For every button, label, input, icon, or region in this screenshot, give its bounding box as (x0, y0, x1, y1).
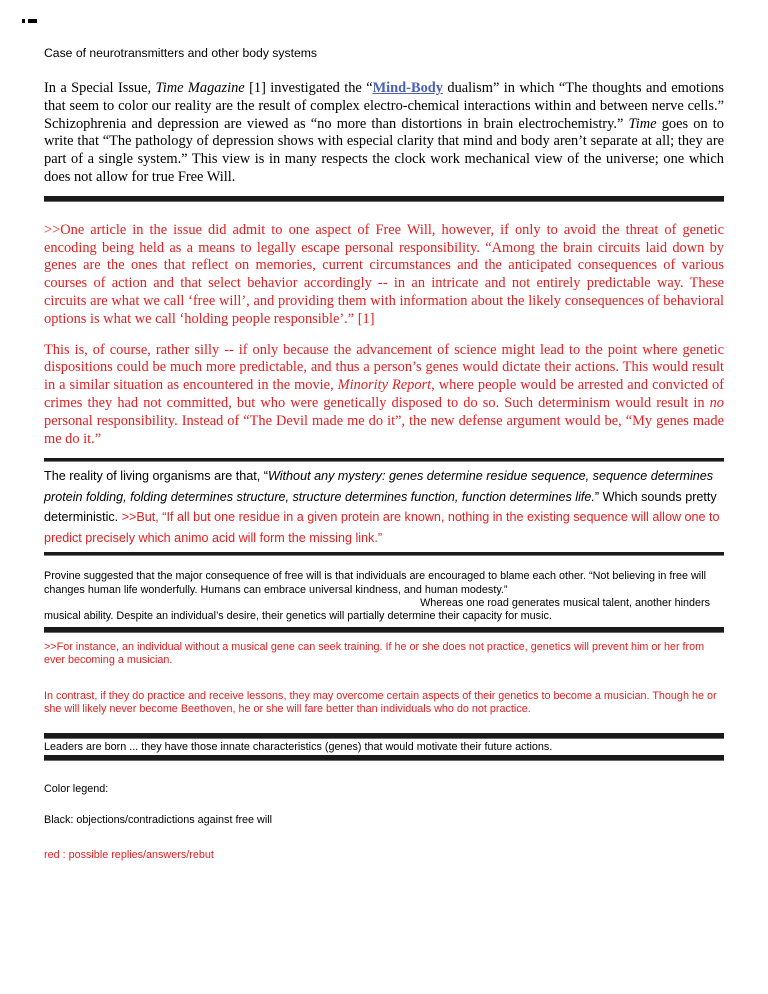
residue-reply: >>But, “If all but one residue in a given protein are known, nothing in the existing sequence will allow one to predict precisely which animo acid will form the missing link.” (44, 510, 720, 545)
genes-quote: Without any mystery: genes determine residue sequence, sequence determines protein folding, folding determines structure, structure determines function, function determines life. (44, 469, 714, 504)
section-divider (44, 458, 724, 462)
time-magazine-paragraph: In a Special Issue, Time Magazine [1] investigated the “Mind-Body dualism” in which “The thoughts and emotions that seem to color our reality are the result of complex electro-chemical interactions within and between nerve cells.” Schizophrenia and depression are viewed as “no more than distortions in brain electrochemistry.” Time goes on to write that “The pathology of depression shows with especial clarity that mind and body aren’t separate at all; they are part of a single system.” This view is in many respects the clock work mechanical view of the universe; one which does not allow for true Free Will. (44, 80, 724, 185)
determinism-paragraph: This is, of course, rather silly -- if only because the advancement of science might lead to the point where genetic dispositions could be much more predictable, and thus a person’s genes would dictate their actions. This would result in a similar situation as encountered in the movie, Minority Report, where people would be arrested and convicted of crimes they had not committed, but who were genetically disposed to do so. Such determinism would result in no personal responsibility. Instead of “The Devil made me do it”, the new defense argument would be, “My genes made me do it.” (44, 341, 724, 447)
movie-title: Minority Report (337, 377, 432, 394)
section-divider (44, 552, 724, 556)
time-italic: Time (628, 115, 657, 132)
mind-body-link[interactable]: Mind-Body (372, 80, 443, 96)
section-divider (44, 196, 724, 202)
legend-red-entry: red : possible replies/answers/rebut (44, 849, 214, 862)
living-organisms-paragraph: The reality of living organisms are that, “Without any mystery: genes determine residue sequence, sequence determines protein folding, folding determines structure, structure determines function, function determines life.” Which sounds pretty deterministic. >>But, “If all but one residue in a given protein are known, nothing in the existing sequence will allow one to predict precisely which animo acid will form the missing link.” (44, 469, 720, 545)
emphasis-no: no (709, 394, 724, 411)
magazine-title: Time Magazine (155, 80, 245, 96)
free-will-reply-paragraph: >>One article in the issue did admit to one aspect of Free Will, however, if only to avoid the threat of genetic encoding being held as a means to legally escape personal responsibility. “Among the brain circuits laid down by genes are the ones that reflect on memories, current circumstances and the anticipated consequences of various courses of action and that select behavior accordingly -- in an intricate and not entirely predictable way. These circuits are what we call ‘free will’, and providing them with information about the likely consequences of behavioral options is what we call ‘holding people responsible’.” [1] (44, 221, 724, 327)
section-divider (44, 755, 724, 761)
provine-paragraph: Provine suggested that the major consequence of free will is that individuals are encouraged to blame each other. “Not believing in free will changes human life wonderfully. Humans can embrace universal kindness, and human modesty.” Whereas one road generates musical talent, another hinders musical ability. Despite an individual’s desire, their genetics will partially determine their capacity for music. (44, 570, 710, 622)
legend-title: Color legend: (44, 783, 109, 796)
section-heading: Case of neurotransmitters and other body systems (44, 46, 317, 60)
document-page (44, 44, 724, 862)
practice-paragraph: In contrast, if they do practice and receive lessons, they may overcome certain aspects of their genetics to become a musician. Though he or she will likely never become Beethoven, he or she will fare better than individuals who do not practice. (44, 689, 717, 715)
legend-black-entry: Black: objections/contradictions against free will (44, 814, 273, 827)
leaders-paragraph: Leaders are born ... they have those innate characteristics (genes) that would motivate their future actions. (44, 740, 553, 753)
section-divider (44, 733, 724, 739)
musical-gene-paragraph: >>For instance, an individual without a musical gene can seek training. If he or she does not practice, genetics will prevent him or her from ever becoming a musician. (44, 641, 705, 667)
section-divider (44, 627, 724, 633)
